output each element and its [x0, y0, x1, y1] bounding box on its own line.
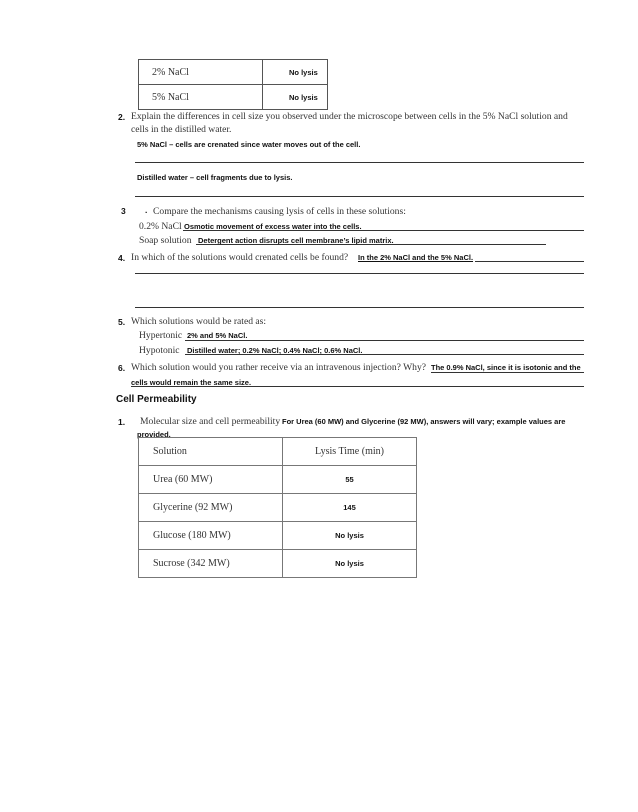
- answer-label: Hypotonic: [139, 345, 180, 356]
- answer-line: [185, 354, 584, 355]
- answer-label: 0.2% NaCl: [139, 221, 182, 232]
- question-number: 1.: [118, 417, 126, 427]
- answer-line: [131, 386, 584, 387]
- answer-label: Hypertonic: [139, 330, 183, 341]
- table-header: Lysis Time (min): [283, 438, 417, 466]
- question-dot: .: [145, 205, 148, 215]
- table-cell-solution: Sucrose (342 MW): [139, 550, 283, 578]
- table-cell-result: No lysis: [263, 85, 328, 110]
- question-text: Which solution would you rather receive via an intravenous injection? Why?: [131, 362, 427, 373]
- answer-line: [135, 196, 584, 197]
- question-number: 4.: [118, 253, 126, 263]
- question-text: cells in the distilled water.: [131, 124, 232, 135]
- question-text: Compare the mechanisms causing lysis of cells in these solutions:: [153, 206, 406, 217]
- question-number: 3: [121, 206, 126, 216]
- question-number: 5.: [118, 317, 126, 327]
- table-header: Solution: [139, 438, 283, 466]
- answer-text: 5% NaCl – cells are crenated since water moves out of the cell.: [137, 140, 361, 149]
- table-cell-solution: Glucose (180 MW): [139, 522, 283, 550]
- answer-text: The 0.9% NaCl, since it is isotonic and the: [431, 363, 581, 372]
- question-text: Molecular size and cell permeability: [140, 416, 281, 427]
- table-cell-solution: Urea (60 MW): [139, 466, 283, 494]
- answer-line: [185, 340, 584, 341]
- table-header-row: [139, 438, 417, 466]
- question-number: 2.: [118, 112, 126, 122]
- question-text: Which solutions would be rated as:: [131, 316, 267, 327]
- table-cell-time: No lysis: [283, 550, 417, 578]
- answer-text: 2% and 5% NaCl.: [187, 331, 248, 340]
- question-number: 6.: [118, 363, 126, 373]
- section-title: Cell Permeability: [116, 394, 197, 405]
- table-cell-time: 55: [283, 466, 417, 494]
- table-cell-solution: Glycerine (92 MW): [139, 494, 283, 522]
- table-row: [139, 85, 328, 110]
- table-cell-solution: 2% NaCl: [139, 60, 263, 85]
- table-row: [139, 550, 417, 578]
- table-row: [139, 522, 417, 550]
- answer-line: [196, 244, 546, 245]
- answer-note: provided.: [137, 430, 171, 439]
- answer-line: [135, 307, 584, 308]
- question-text: Explain the differences in cell size you observed under the microscope between cells in the 5% NaCl solution and: [131, 111, 568, 122]
- answer-line: [475, 261, 584, 262]
- answer-text: cells would remain the same size.: [131, 378, 252, 386]
- answer-text: Osmotic movement of excess water into the cells.: [184, 222, 362, 231]
- answer-line: [135, 162, 584, 163]
- top-results-table: [138, 59, 328, 110]
- table-cell-time: No lysis: [283, 522, 417, 550]
- question-text: In which of the solutions would crenated cells be found?: [131, 252, 349, 263]
- table-row: [139, 466, 417, 494]
- table-cell-result: No lysis: [263, 60, 328, 85]
- table-row: [139, 494, 417, 522]
- answer-line: [431, 372, 584, 373]
- answer-note: For Urea (60 MW) and Glycerine (92 MW), answers will vary; example values are: [282, 417, 566, 426]
- table-cell-solution: 5% NaCl: [139, 85, 263, 110]
- answer-text: Distilled water; 0.2% NaCl; 0.4% NaCl; 0.6% NaCl.: [187, 346, 363, 355]
- answer-text: Distilled water – cell fragments due to lysis.: [137, 173, 293, 182]
- permeability-table: [138, 437, 417, 578]
- table-cell-time: 145: [283, 494, 417, 522]
- answer-line: [183, 230, 584, 231]
- table-row: [139, 60, 328, 85]
- answer-line: [135, 273, 584, 274]
- answer-text: Detergent action disrupts cell membrane’s lipid matrix.: [198, 236, 394, 245]
- answer-text: In the 2% NaCl and the 5% NaCl.: [358, 253, 474, 262]
- answer-label: Soap solution: [139, 235, 192, 246]
